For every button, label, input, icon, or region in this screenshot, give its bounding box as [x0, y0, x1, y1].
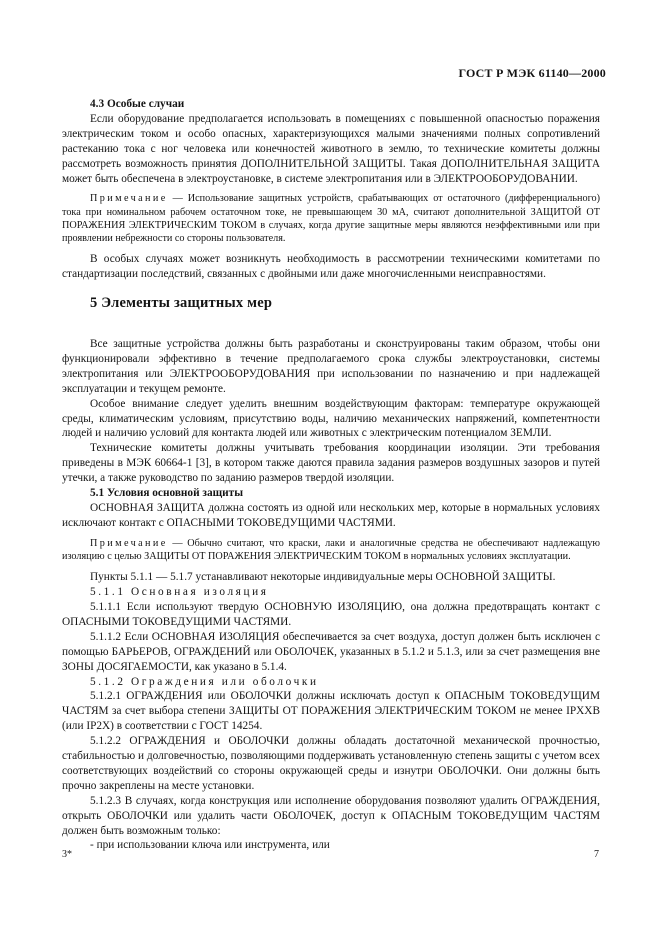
- note-label: Примечание: [90, 193, 168, 205]
- page-number: 7: [594, 849, 599, 860]
- section-5-1-note: [62, 537, 600, 563]
- section-5-heading: 5 Элементы защитных мер: [90, 295, 273, 312]
- section-4-3-note: [62, 192, 600, 245]
- section-5-1-2-2: 5.1.2.2 ОГРАЖДЕНИЯ и ОБОЛОЧКИ должны обладать достаточной механической прочностью, стабильностью и долговечностью, позволяющими поддерживать установленную степень защиты с учетом всех соответствующих воздействий со стороны окружающей среды и изнутри ОБОЛОЧКИ. Они должны быть прочно закреплены на месте установки.: [62, 735, 600, 792]
- section-5-1-2-title: 5.1.2 Ограждения или оболочки: [90, 675, 319, 688]
- section-5-1-1-1: 5.1.1.1 Если используют твердую ОСНОВНУЮ ИЗОЛЯЦИЮ, она должна предотвращать контакт с ОПАСНЫМИ ТОКОВЕДУЩИМИ ЧАСТЯМИ.: [62, 600, 600, 628]
- section-5-1-paragraph-2: Пункты 5.1.1 — 5.1.7 устанавливают некоторые индивидуальные меры ОСНОВНОЙ ЗАЩИТЫ.: [90, 571, 556, 584]
- section-5-paragraph-2: Особое внимание следует уделить внешним воздействующим факторам: температуре окружающей среды, климатическим условиям, присутствию воды, наличию механических напряжений, компетентности людей и наличию условий для контакта людей или животных с электрическим потенциалом ЗЕМЛИ.: [62, 397, 600, 440]
- section-5-1-2-1: 5.1.2.1 ОГРАЖДЕНИЯ или ОБОЛОЧКИ должны исключать доступ к ОПАСНЫМ ТОКОВЕДУЩИМ ЧАСТЯМ за счет выбора степени ЗАЩИТЫ ОТ ПОРАЖЕНИЯ ЭЛЕКТРИЧЕСКИМ ТОКОМ не менее IPXXB (или IP2X) в соответствии с ГОСТ 14254.: [62, 690, 600, 733]
- list-item: - при использовании ключа или инструмента, или: [90, 839, 330, 852]
- note-text: — Использование защитных устройств, срабатывающих от остаточного (дифференциального) тока при номинальном рабочем остаточном токе, не превышающем 30 мА, считают дополнительной ЗАЩИТОЙ ОТ ПОРАЖЕНИЯ ЭЛЕКТРИЧЕСКИМ ТОКОМ в случаях, когда другие защитные меры являются неэффективными или при проявлении небрежности со стороны пользователя.: [62, 193, 600, 245]
- section-5-1-paragraph-1: ОСНОВНАЯ ЗАЩИТА должна состоять из одной или нескольких мер, которые в нормальных условиях исключают контакт с ОПАСНЫМИ ТОКОВЕДУЩИМИ ЧАСТЯМИ.: [62, 501, 600, 529]
- section-4-3-paragraph-2: В особых случаях может возникнуть необходимость в рассмотрении техническими комитетами по стандартизации последствий, связанных с двойными или даже многочисленными неисправностями.: [62, 253, 600, 281]
- footer-sheet-mark: 3*: [62, 849, 72, 860]
- section-5-1-heading: 5.1 Условия основной защиты: [90, 487, 244, 500]
- section-4-3-paragraph-1: Если оборудование предполагается использовать в помещениях с повышенной опасностью поражения электрическим током и особо опасных, характеризующихся малыми значениями полных сопротивлений растеканию тока с ног человека или конечностей животного в землю, то технические комитеты должны рассмотреть возможность принятия ДОПОЛНИТЕЛЬНОЙ ЗАЩИТЫ. Такая ДОПОЛНИТЕЛЬНАЯ ЗАЩИТА может быть обеспечена в электроустановке, в системе электропитания или в ЭЛЕКТРООБОРУДОВАНИИ.: [62, 112, 600, 185]
- section-5-1-1-2: 5.1.1.2 Если ОСНОВНАЯ ИЗОЛЯЦИЯ обеспечивается за счет воздуха, доступ должен быть исключен с помощью БАРЬЕРОВ, ОГРАЖДЕНИЙ или ОБОЛОЧЕК, указанных в 5.1.2 и 5.1.3, или за счет размещения вне ЗОНЫ ДОСЯГАЕМОСТИ, как указано в 5.1.4.: [62, 630, 600, 673]
- page-content: [62, 97, 600, 853]
- section-4-3-heading: 4.3 Особые случаи: [90, 98, 185, 110]
- section-5-paragraph-3: Технические комитеты должны учитывать требования координации изоляции. Эти требования приведены в МЭК 60664-1 [3], в котором также даются правила задания размеров воздушных зазоров и путей утечки, а также руководство по заданию размеров твердой изоляции.: [62, 442, 600, 485]
- note-text: — Обычно считают, что краски, лаки и аналогичные средства не обеспечивают надлежащую изоляцию с целью ЗАЩИТЫ ОТ ПОРАЖЕНИЯ ЭЛЕКТРИЧЕСКИМ ТОКОМ в нормальных условиях эксплуатации.: [62, 537, 601, 562]
- standard-header: ГОСТ Р МЭК 61140—2000: [458, 66, 606, 80]
- note-label: Примечание: [90, 537, 168, 549]
- section-5-1-1-title: 5.1.1 Основная изоляция: [90, 586, 269, 599]
- section-5-paragraph-1: Все защитные устройства должны быть разработаны и сконструированы таким образом, чтобы они функционировали эффективно в течение предполагаемого срока службы электроустановки, системы электропитания или ЭЛЕКТРООБОРУДОВАНИЯ при использовании по назначению и при надлежащей эксплуатации и текущем ремонте.: [62, 337, 600, 395]
- section-5-1-2-3: 5.1.2.3 В случаях, когда конструкция или исполнение оборудования позволяют удалить ОГРАЖДЕНИЯ, открыть ОБОЛОЧКИ или удалить части ОБОЛОЧЕК, доступ к ОПАСНЫМ ТОКОВЕДУЩИМ ЧАСТЯМ должен быть возможным только:: [62, 794, 600, 837]
